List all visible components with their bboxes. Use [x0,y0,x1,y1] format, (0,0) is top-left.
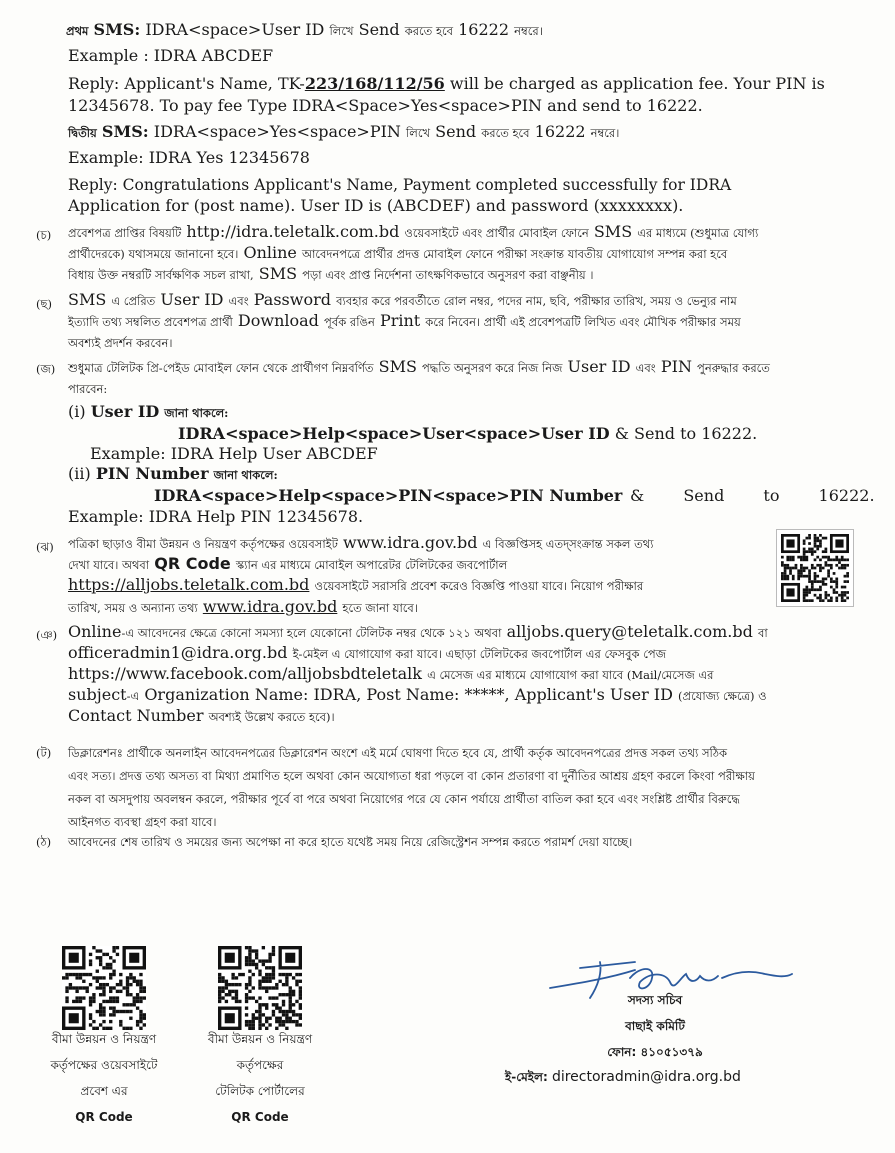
item-chha-line1: SMS এ প্রেরিত User ID এবং Password ব্যবহার করে পরবর্তীতে রোল নম্বর, পদের নাম, ছবি, পরীক্ষার তারিখ, সময় ও ভেন্যুর নাম [68,290,737,309]
sms-second-example: Example: IDRA Yes 12345678 [68,148,310,167]
qr-right-caption: বীমা উন্নয়ন ও নিয়ন্ত্রণ কর্তৃপক্ষের টেলিটক পোর্টালের QR Code [207,1032,313,1124]
item-jha-line2: দেখা যাবে। অথবা QR Code স্ক্যান এর মাধ্যমে মোবাইল অপারেটর টেলিটকের জবপোর্টাল [68,554,508,573]
item-nya-line4: subject-এ Organization Name: IDRA, Post Name: *****, Applicant's User ID (প্রযোজ্য ক্ষেত্রে) ও [68,685,767,704]
item-cha-line2: প্রার্থীদেরকে) যথাসময়ে জানানো হবে। Online আবেদনপত্রে প্রার্থীর প্রদত্ত মোবাইল ফোনে পরীক্ষা সংক্রান্ত যাবতীয় যোগাযোগ সম্পন্ন করা হবে [68,243,728,262]
item-jha-line3: https://alljobs.teletalk.com.bd ওয়েবসাইটে সরাসরি প্রবেশ করেও বিজ্ঞপ্তি পাওয়া যাবে। নিয়োগ পরীক্ষার [68,575,644,594]
facebook-page-link[interactable]: https://www.facebook.com/alljobsbdteletalk [68,664,422,683]
item-nya-line2: officeradmin1@idra.org.bd ই-মেইল এ যোগাযোগ করা যাবে। এছাড়া টেলিটকের জবপোর্টাল এর ফেসবুক পেজ [68,643,666,662]
item-chha-line2: ইত্যাদি তথ্য সম্বলিত প্রবেশপত্র প্রার্থী Download পূর্বক রঙিন Print করে নিবেন। প্রার্থী এই প্রবেশপত্রটি লিখিত এবং মৌখিক পরীক্ষার সময় [68,311,741,330]
item-tha-marker: (ঠ) [36,835,52,849]
signature-phone: ফোন: ৪১০৫১৩৭৯ [607,1045,703,1059]
item-jha-line1: পত্রিকা ছাড়াও বীমা উন্নয়ন ও নিয়ন্ত্রণ কর্তৃপক্ষের ওয়েবসাইট www.idra.gov.bd এ বিজ্ঞপ্তিসহ এতদ্সংক্রান্ত সকল তথ্য [68,533,654,552]
item-nya-line3: https://www.facebook.com/alljobsbdteletalk এ মেসেজ এর মাধ্যমে যোগাযোগ করা যাবে (Mail/মেসেজ এর [68,664,714,683]
item-ja-sub-i-command: IDRA<space>Help<space>User<space>User ID & Send to 16222. [178,424,758,443]
item-ja-sub-ii-example: Example: IDRA Help PIN 12345678. [68,507,364,526]
item-jha-line4: তারিখ, সময় ও অন্যান্য তথ্য www.idra.gov.bd হতে জানা যাবে। [68,597,418,616]
item-tha-line1: আবেদনের শেষ তারিখ ও সময়ের জন্য অপেক্ষা না করে হাতে যথেষ্ট সময় নিয়ে রেজিস্ট্রেশন সম্পন্ন করতে পরামর্শ দেয়া যাচ্ছে। [68,835,633,849]
item-ja-sub-ii-heading: (ii) PIN Number জানা থাকলে: [68,464,278,483]
item-cha-line3: বিধায় উক্ত নম্বরটি সার্বক্ষণিক সচল রাখা, SMS পড়া এবং প্রাপ্ত নির্দেশনা তাৎক্ষণিকভাবে অনুসরণ করা বাঞ্ছনীয় । [68,264,594,283]
item-ja-sub-i-example: Example: IDRA Help User ABCDEF [90,444,378,463]
qr-left-caption: বীমা উন্নয়ন ও নিয়ন্ত্রণ কর্তৃপক্ষের ওয়েবসাইটে প্রবেশ এর QR Code [50,1032,158,1124]
item-jha-marker: (ঝ) [36,540,54,554]
item-ta-line3: নকল বা অসদুপায় অবলম্বন করলে, পরীক্ষার পূর্বে বা পরে অথবা নিয়োগের পরে যে কোন পর্যায়ে প্রার্থীতা বাতিল করা হবে এবং সংশ্লিষ্ট প্রার্থীর বিরুদ্ধে [68,792,740,806]
item-ta-marker: (ট) [36,746,52,760]
idra-website-link[interactable]: www.idra.gov.bd [202,597,338,616]
officeradmin-email[interactable]: officeradmin1@idra.org.bd [68,643,288,662]
item-cha-marker: (চ) [36,228,52,242]
item-ta-line4: আইনগত ব্যবস্থা গ্রহণ করা যাবে। [68,815,217,829]
item-ja-sub-i-heading: (i) User ID জানা থাকলে: [68,402,229,421]
sms-first-reply-line1: Reply: Applicant's Name, TK-223/168/112/56 will be charged as application fee. Your PIN is [68,74,825,93]
signature-email-line: ই-মেইল: directoradmin@idra.org.bd [505,1069,741,1085]
alljobs-link[interactable]: https://alljobs.teletalk.com.bd [68,575,310,594]
item-nya-line5: Contact Number অবশ্যই উল্লেখ করতে হবে)। [68,706,335,725]
item-nya-line1: Online-এ আবেদনের ক্ষেত্রে কোনো সমস্যা হলে যেকোনো টেলিটক নম্বর থেকে ১২১ অথবা alljobs.query@teletalk.com.bd বা [68,622,768,641]
qr-code-teletalk-portal [218,946,302,1030]
sms-first-command: প্রথম SMS: IDRA<space>User ID লিখে Send করতে হবে 16222 নম্বরে। [66,20,543,39]
item-chha-line3: অবশ্যই প্রদর্শন করবেন। [68,336,173,350]
item-cha-line1: প্রবেশপত্র প্রাপ্তির বিষয়টি http://idra.teletalk.com.bd ওয়েবসাইটে এবং প্রার্থীর মোবাইল ফোনে SMS এর মাধ্যমে (শুধুমাত্র যোগ্য [68,222,759,241]
item-ja-sub-ii-command: IDRA<space>Help<space>PIN<space>PIN Number & Send to 16222. [154,486,875,505]
sms-second-command: দ্বিতীয় SMS: IDRA<space>Yes<space>PIN লিখে Send করতে হবে 16222 নম্বরে। [68,122,620,141]
sms-second-reply-line1: Reply: Congratulations Applicant's Name, Payment completed successfully for IDRA [68,176,732,194]
item-ta-line1: ডিক্লারেশনঃ প্রার্থীকে অনলাইন আবেদনপত্রের ডিক্লারেশন অংশে এই মর্মে ঘোষণা দিতে হবে যে, প্রার্থী কর্তৃক আবেদনপত্রের প্রদত্ত সকল তথ্য সঠিক [68,746,728,760]
qr-code-inline-graphic [781,534,849,602]
directoradmin-email[interactable]: directoradmin@idra.org.bd [551,1069,741,1085]
qr-code-idra-website [62,946,146,1030]
qr-code-inline [776,529,854,607]
item-ja-line2: পারবেন: [68,382,108,396]
item-ja-marker: (জ) [36,362,56,376]
item-nya-marker: (ঞ) [36,628,58,642]
item-ta-line2: এবং সত্য। প্রদত্ত তথ্য অসত্য বা মিথ্যা প্রমাণিত হলে অথবা কোন অযোগ্যতা ধরা পড়লে বা কোন প্রতারণা বা দুর্নীতির আশ্রয় গ্রহণ করলে কিংবা পরীক্ষায় [68,769,755,783]
sms-first-example: Example : IDRA ABCDEF [68,46,274,65]
item-ja-line1: শুধুমাত্র টেলিটক প্রি-পেইড মোবাইল ফোন থেকে প্রার্থীগণ নিম্নবর্ণিত SMS পদ্ধতি অনুসরণ করে নিজ নিজ User ID এবং PIN পুনরুদ্ধার করতে [68,357,770,376]
qr-code-teletalk-portal-graphic [218,946,302,1030]
sms-first-reply-line2: 12345678. To pay fee Type IDRA<Space>Yes<space>PIN and send to 16222. [68,96,703,115]
qr-code-idra-website-graphic [62,946,146,1030]
alljobs-query-email[interactable]: alljobs.query@teletalk.com.bd [506,622,753,641]
sms-second-reply-line2: Application for (post name). User ID is (ABCDEF) and password (xxxxxxxx). [68,196,684,215]
item-chha-marker: (ছ) [36,297,52,311]
signature-title: সদস্য সচিব [627,993,683,1007]
signature-committee: বাছাই কমিটি [625,1019,685,1033]
